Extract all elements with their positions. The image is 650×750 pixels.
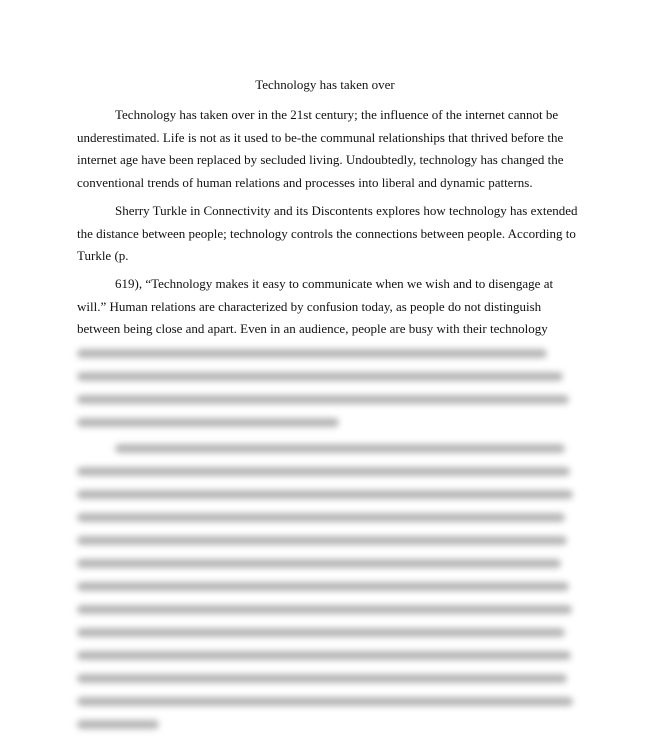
blurred-text-line	[77, 697, 573, 706]
paragraph-line: will.” Human relations are characterized by confusion today, as people do not distinguish	[77, 298, 542, 314]
blurred-text-line	[77, 651, 571, 660]
paragraph-line: 619), “Technology makes it easy to communicate when we wish and to disengage at	[115, 276, 554, 291]
blurred-text-line	[77, 559, 561, 568]
paragraph-line: internet age have been replaced by secluded living. Undoubtedly, technology has changed the	[77, 152, 564, 167]
paragraph-line: conventional trends of human relations and processes into liberal and dynamic patterns.	[77, 174, 533, 190]
paragraph-line: Turkle (p.	[77, 248, 129, 263]
blurred-preview-text	[0, 340, 650, 750]
blurred-text-line	[77, 536, 567, 545]
blurred-text-line	[77, 582, 569, 591]
blurred-text-line	[77, 467, 570, 476]
blurred-text-line	[77, 372, 563, 381]
blurred-text-line	[77, 349, 547, 358]
paragraph-line: Sherry Turkle in Connectivity and its Discontents explores how technology has extended	[115, 203, 578, 218]
paragraph-line: between being close and apart. Even in an audience, people are busy with their technology	[77, 321, 548, 336]
paragraph-3	[77, 273, 575, 341]
paragraph-line: Technology has taken over in the 21st century; the influence of the internet cannot be	[115, 107, 559, 122]
paragraph-line: underestimated. Life is not as it used to be-the communal relationships that thrived before the	[77, 129, 564, 145]
blurred-text-line	[77, 490, 573, 499]
blurred-text-line	[77, 418, 339, 427]
document-title: Technology has taken over	[255, 77, 395, 92]
paragraph-2	[77, 200, 578, 268]
blurred-text-line	[77, 674, 567, 683]
paragraph-1	[77, 104, 575, 194]
blurred-text-line	[77, 513, 565, 522]
blurred-text-line	[77, 628, 565, 637]
blurred-text-line	[77, 605, 572, 614]
paragraph-line: the distance between people; technology controls the connections between people. According to	[77, 225, 576, 241]
blurred-text-line	[115, 444, 565, 453]
blurred-text-line	[77, 395, 569, 404]
blurred-text-line	[77, 720, 159, 729]
